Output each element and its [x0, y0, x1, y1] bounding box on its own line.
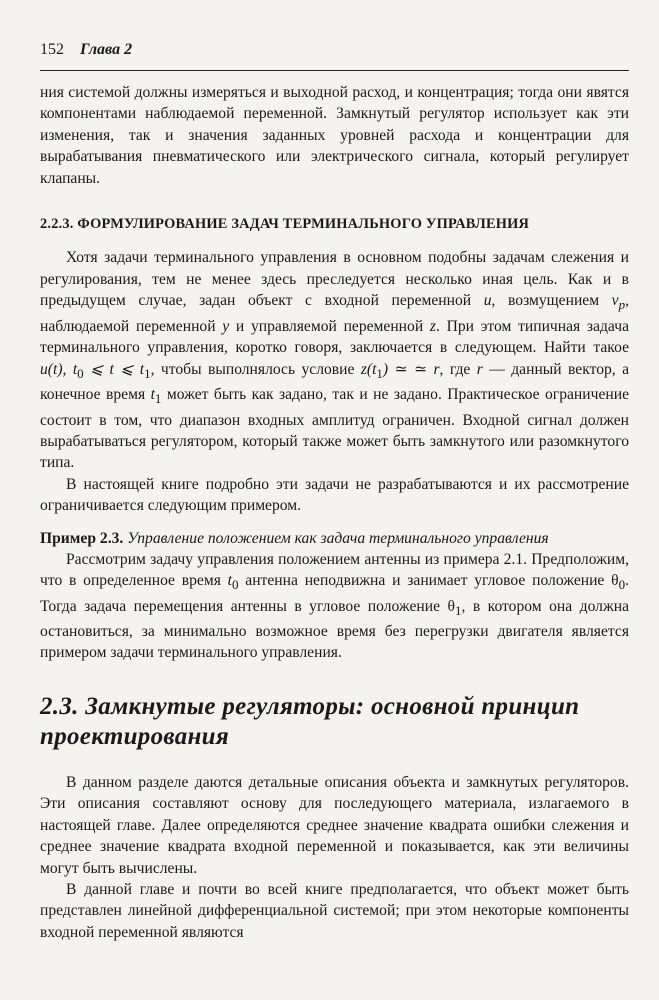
example-label: Пример 2.3.: [40, 529, 124, 547]
page-body: [40, 82, 629, 943]
section-heading-2-2-3: 2.2.3. ФОРМУЛИРОВАНИЕ ЗАДАЧ ТЕРМИНАЛЬНОГО УПРАВЛЕНИЯ: [40, 216, 530, 233]
example-heading: [40, 529, 629, 549]
chapter-label: Глава 2: [80, 41, 133, 58]
section-heading-2-3: 2.3. Замкнутые регуляторы: основной принцип проектирования: [40, 692, 580, 750]
paragraph-continued: ния системой должны измеряться и выходной расход, и концентрация; тогда они явятся компонентами наблюдаемой переменной. Замкнутый регулятор использует как эти изменения, так и значения заданных уровней расхода и концентрации для вырабатывания пневматического или электрического сигнала, который регулирует клапаны.: [40, 84, 629, 187]
example-text: Рассмотрим задачу управления положением антенны из примера 2.1. Предположим, что в определенное время $t_0$ антенна неподвижна и занимает угловое положение $\theta_0$. Тогда задача перемещения антенны в угловое положение $\theta_1$, в котором она должна остановиться, за минимально возможное время без перегрузки двигателя является примером задачи терминального управления.: [40, 550, 630, 662]
paragraph-section-intro: В данном разделе даются детальные описания объекта и замкнутых регуляторов. Эти описания составляют основу для последующего материала, излагаемого в настоящей главе. Далее определяются среднее значение квадрата ошибки слежения и среднее значение квадрата входной переменной и показывается, как эти величины могут быть вычислены.: [40, 773, 629, 877]
header-rule: [40, 70, 629, 71]
running-header: [40, 40, 629, 60]
page-number: 152: [40, 41, 64, 58]
example-title: Управление положением как задача терминального управления: [127, 529, 549, 547]
paragraph-terminal-control: Хотя задачи терминального управления в основном подобны задачам слежения и регулирования, тем не менее здесь преследуется несколько иная цель. Как и в предыдущем случае, задан объект с входной переменной u, возмущением $v_p$, наблюдаемой переменной y и управляемой переменной z. При этом типичная задача терминального управления, коротко говоря, заключается в следующем. Найти такое u(t), $t_0$ ⩽ t ⩽ $t_1$, чтобы выполнялось условие $z(t_1)$ ≃ ≃ r, где r — данный вектор, а конечное время $t_1$ может быть как задано, так и не задано. Практическое ограничение состоит в том, что диапазон входных амплитуд ограничен. Входной сигнал должен вырабатываться регулятором, который также может быть замкнутого или разомкнутого типа.: [40, 249, 630, 472]
paragraph-linear-system: В данной главе и почти во всей книге предполагается, что объект может быть представлен линейной дифференциальной системой; при этом некоторые компоненты входной переменной являются: [40, 880, 629, 941]
paragraph-book-scope: В настоящей книге подробно эти задачи не разрабатываются и их рассмотрение ограничивается следующим примером.: [40, 475, 629, 515]
